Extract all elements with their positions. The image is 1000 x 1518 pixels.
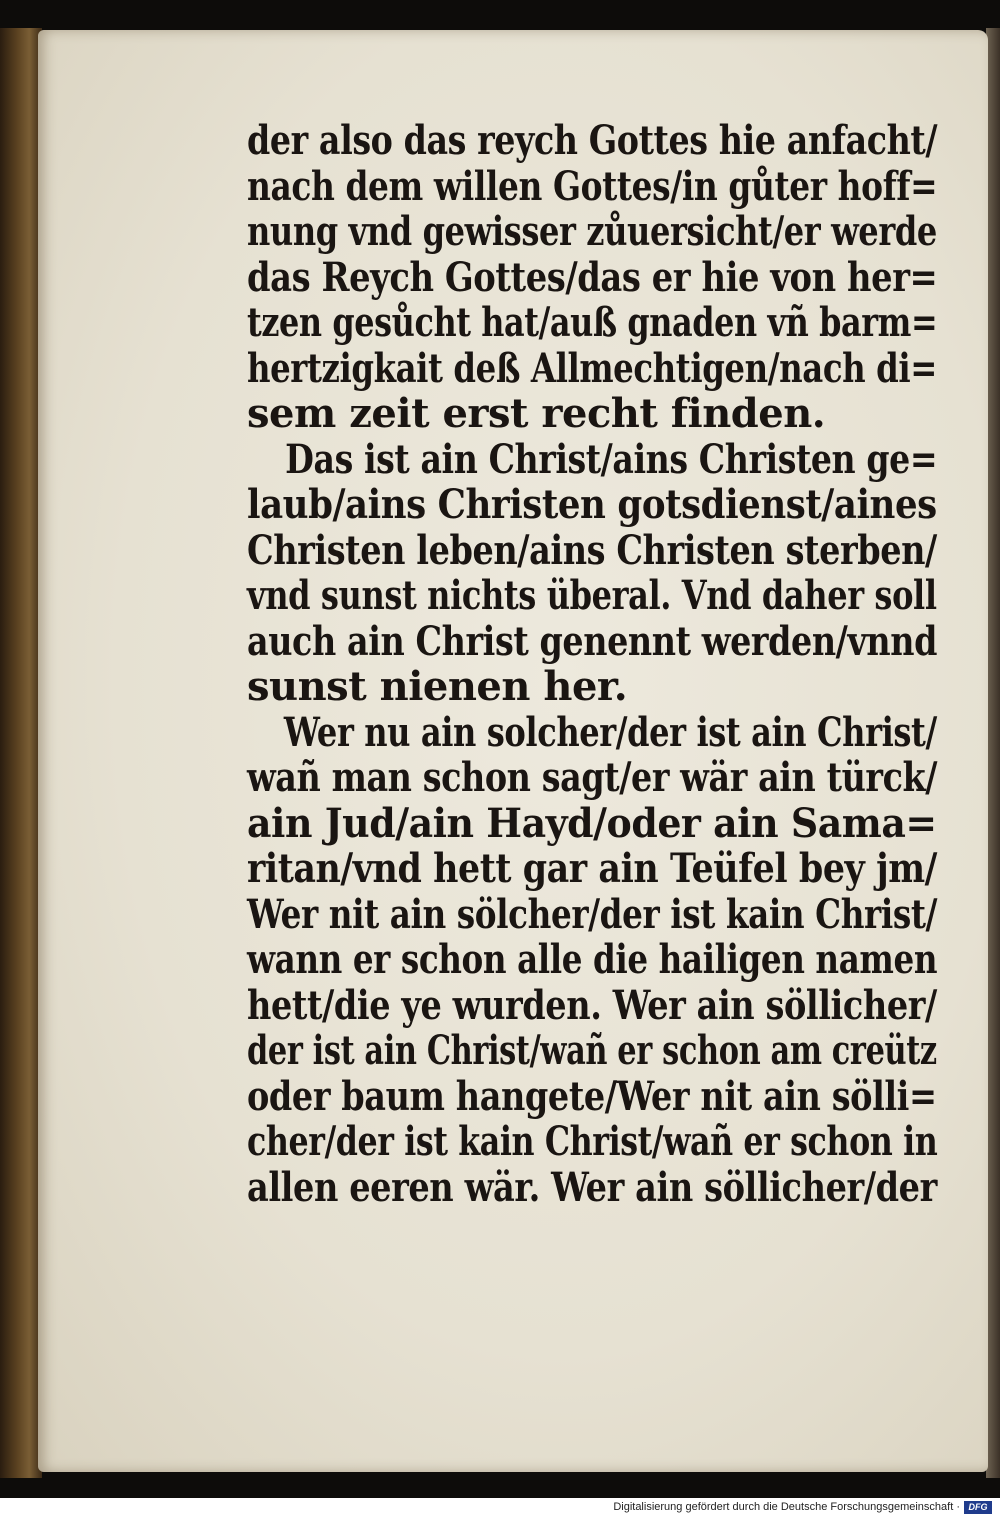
page-edge-right <box>986 28 1000 1478</box>
text-line: nung vnd gewisser zůuersicht/er werde <box>247 208 937 255</box>
text-line: sunst nienen her. <box>247 663 628 710</box>
text-line: nach dem willen Gottes/in gůter hoff= <box>247 162 938 210</box>
book-spine-edge <box>0 28 42 1478</box>
paragraph-start-line: Wer nu ain solcher/der ist ain Christ/ <box>283 708 937 756</box>
text-line: ritan/vnd hett gar ain Teüfel bey jm/ <box>247 845 937 892</box>
text-line: wann er schon alle die hailigen namen <box>247 936 938 983</box>
text-line: hertzigkait deß Allmechtigen/nach di= <box>247 344 937 392</box>
text-line: oder baum hangete/Wer nit ain sölli= <box>247 1072 937 1120</box>
text-line: Wer nit ain sölcher/der ist kain Christ/ <box>247 890 938 938</box>
text-line: vnd sunst nichts überal. Vnd daher soll <box>247 572 937 619</box>
text-line: das Reych Gottes/das er hie von her= <box>247 253 938 301</box>
digitization-credit: Digitalisierung gefördert durch die Deutsche Forschungsgemeinschaft · <box>613 1501 960 1513</box>
text-line: der ist ain Christ/wañ er schon am creütz <box>247 1027 937 1074</box>
footer-bar <box>0 1498 1000 1518</box>
text-line: allen eeren wär. Wer ain söllicher/der <box>247 1163 937 1211</box>
text-line: der also das reych Gottes hie anfacht/ <box>247 117 938 164</box>
text-line: laub/ains Christen gotsdienst/aines <box>247 481 937 528</box>
text-line: ain Jud/ain Hayd/oder ain Sama= <box>247 799 937 847</box>
dfg-logo: DFG <box>964 1501 992 1514</box>
page-text <box>247 118 937 1210</box>
text-line: auch ain Christ genennt werden/vnnd <box>247 617 938 665</box>
text-line: sem zeit erst recht finden. <box>247 390 826 437</box>
text-line: tzen gesůcht hat/auß gnaden vñ barm= <box>247 299 938 346</box>
text-line: Christen leben/ains Christen sterben/ <box>247 526 937 574</box>
text-line: cher/der ist kain Christ/wañ er schon in <box>247 1118 938 1165</box>
text-line: hett/die ye wurden. Wer ain söllicher/ <box>247 981 937 1029</box>
text-line: wañ man schon sagt/er wär ain türck/ <box>247 754 937 801</box>
paragraph-start-line: Das ist ain Christ/ains Christen ge= <box>285 435 938 483</box>
